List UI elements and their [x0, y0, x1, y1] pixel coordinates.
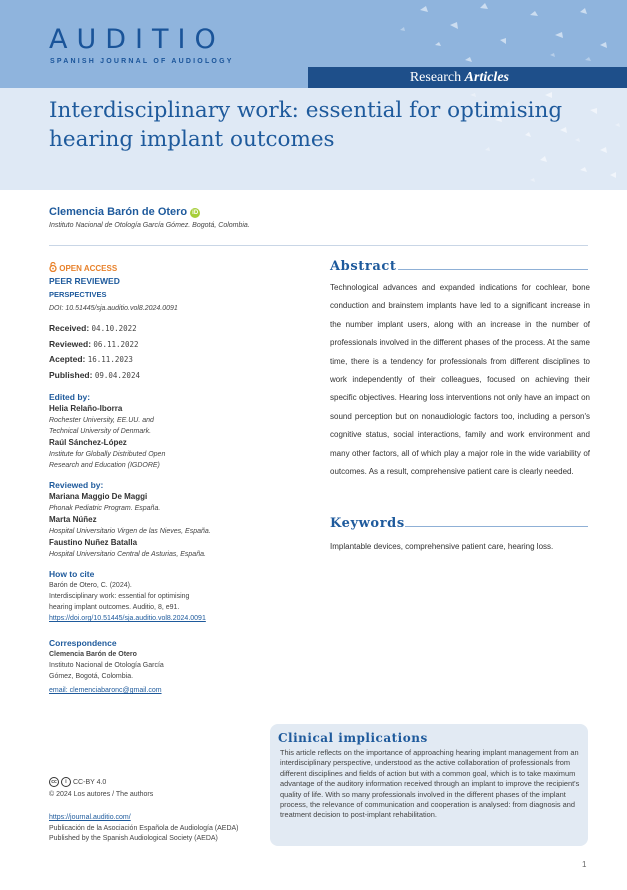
editor-affil: Rochester University, EE.UU. and Technical University of Denmark.	[49, 417, 154, 435]
open-access-label: OPEN ACCESS	[49, 262, 279, 275]
article-metadata	[49, 262, 279, 696]
cc-icon: cc	[49, 777, 59, 787]
abstract-rule	[398, 269, 588, 270]
keywords-text: Implantable devices, comprehensive patient care, hearing loss.	[330, 542, 554, 551]
orcid-icon[interactable]: iD	[192, 210, 199, 216]
footer-links	[49, 813, 239, 845]
correspondence-heading: Correspondence	[49, 638, 117, 648]
decorative-pattern	[300, 0, 627, 190]
author-affiliation: Instituto Nacional de Otología García Gómez. Bogotá, Colombia.	[49, 222, 250, 229]
dates-list	[49, 321, 279, 383]
date-published: Published: 09.04.2024	[49, 369, 140, 380]
date-received: Received: 04.10.2022	[49, 323, 137, 333]
reviewed-by-heading: Reviewed by:	[49, 480, 104, 490]
how-to-cite-heading: How to cite	[49, 569, 95, 579]
reviewer-name: Faustino Nuñez Batalla	[49, 538, 138, 547]
citation-line: Interdisciplinary work: essential for optimising	[49, 593, 190, 600]
doi: DOI: 10.51445/sja.auditio.vol8.2024.0091	[49, 305, 178, 312]
section-tag	[308, 67, 627, 88]
correspondence-address: Gómez, Bogotá, Colombia.	[49, 673, 134, 680]
reviewer-affil: Phonak Pediatric Program. España.	[49, 505, 161, 512]
copyright: © 2024 Los autores / The authors	[49, 791, 154, 798]
clinical-implications-box	[270, 724, 588, 846]
correspondence-name: Clemencia Barón de Otero	[49, 651, 137, 658]
abstract-heading: Abstract	[330, 259, 397, 274]
abstract-text: Technological advances and expanded indications for cochlear, bone conduction and brainstem implants have led to a significant increase in the number implant users, along with an increase in the number of professionals involved in the different phases of the process. At the same time, there is a tendency for professionals from different disciplines to work independently of their colleagues, focused on achieving their specific objectives. Hearing loss interventions not only have an impact on sound perception but on nonaudiologic factors too, including a person's cognitive status, social interactions, family and work environment and many other factors, all of which play a major role in the wide variability of outcomes. As a result, comprehensive patient care is clearly needed.	[330, 283, 590, 477]
page-number: 1	[582, 860, 587, 869]
clinical-implications-heading: Clinical implications	[278, 731, 428, 745]
editor-name: Raúl Sánchez-López	[49, 438, 127, 447]
correspondence-email[interactable]: email: clemenciabaronc@gmail.com	[49, 687, 162, 694]
reviewer-name: Mariana Maggio De Maggi	[49, 492, 148, 501]
journal-subtitle: SPANISH JOURNAL OF AUDIOLOGY	[50, 58, 234, 65]
header-banner	[0, 0, 627, 190]
editor-affil: Institute for Globally Distributed Open Research and Education (IGDORE)	[49, 451, 166, 469]
open-access-icon	[49, 262, 57, 272]
article-type: PERSPECTIVES	[49, 290, 107, 299]
date-accepted: Acepted: 16.11.2023	[49, 354, 133, 364]
publisher-spanish: Publicación de la Asociación Española de Audiología (AEDA)	[49, 824, 239, 832]
citation-line: hearing implant outcomes. Auditio, 8, e91.	[49, 604, 180, 611]
journal-logo: AUDITIO	[49, 24, 225, 55]
section-word: Research	[409, 70, 462, 85]
cc-license: cc i CC-BY 4.0	[49, 776, 153, 789]
license-block	[49, 776, 153, 801]
citation-doi-link[interactable]: https://doi.org/10.51445/sja.auditio.vol8.2024.0091	[49, 615, 206, 622]
keywords-heading: Keywords	[330, 516, 405, 531]
edited-by-heading: Edited by:	[49, 392, 91, 402]
section-bold: Articles	[464, 70, 509, 85]
correspondence-address: Instituto Nacional de Otología García	[49, 662, 164, 669]
journal-url[interactable]: https://journal.auditio.com/	[49, 814, 131, 821]
editor-name: Helia Relaño-Iborra	[49, 404, 123, 413]
reviewer-affil: Hospital Universitario Virgen de las Nieves, España.	[49, 528, 211, 535]
publisher-english: Published by the Spanish Audiological Society (AEDA)	[49, 835, 218, 842]
author-name: Clemencia Barón de Otero	[49, 206, 188, 218]
citation-line: Barón de Otero, C. (2024).	[49, 582, 132, 589]
reviewer-affil: Hospital Universitario Central de Asturias, España.	[49, 551, 206, 558]
peer-reviewed-label: PEER REVIEWED	[49, 276, 120, 286]
keywords-rule	[405, 526, 588, 527]
clinical-implications-text: This article reflects on the importance of approaching hearing implant management from an interdisciplinary perspective, understood as the active collaboration of professionals from different disciplines and fields of action but with a common goal, which is to take maximum advantage of the auditory information received through an implant to improve the recipient's quality of life. With so many professionals involved in the different phases of the implant process, the relevance of communication and cooperation is analysed: from diagnosis and treatment decision to post-implant rehabilitation.	[280, 748, 580, 820]
date-reviewed: Reviewed: 06.11.2022	[49, 338, 139, 349]
reviewer-name: Marta Núñez	[49, 515, 97, 524]
article-title: Interdisciplinary work: essential for optimising hearing implant outcomes	[49, 98, 563, 152]
divider	[49, 245, 588, 246]
author-line	[49, 206, 200, 218]
by-icon: i	[61, 777, 71, 787]
